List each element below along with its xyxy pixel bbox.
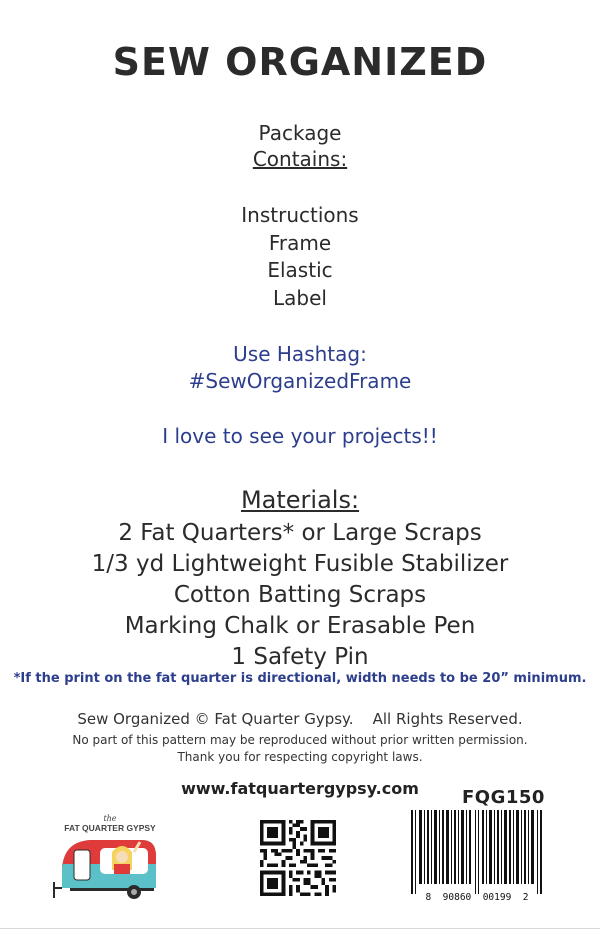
list-item: Instructions <box>241 203 359 227</box>
contains-label <box>0 146 600 172</box>
fat-quarter-note: *If the print on the fat quarter is directional, width needs to be 20” minimum. <box>13 671 587 686</box>
copyright-thanks: Thank you for respecting copyright laws. <box>177 750 423 764</box>
product-sku: FQG150 <box>462 787 545 808</box>
list-item: Cotton Batting Scraps <box>173 582 427 608</box>
list-item: Elastic <box>267 258 333 282</box>
list-item: Label <box>273 285 327 310</box>
logo-small-text: the <box>103 814 117 823</box>
materials-list <box>0 518 600 673</box>
fat-quarter-gypsy-logo <box>50 812 170 912</box>
list-item: 1 Safety Pin <box>231 644 369 670</box>
contains-text: Contains: <box>252 147 348 171</box>
website-link[interactable]: www.fatquartergypsy.com <box>181 779 419 798</box>
copyright-details <box>0 732 600 766</box>
hashtag-text: #SewOrganizedFrame <box>188 369 412 393</box>
projects-message: I love to see your projects!! <box>162 424 438 448</box>
list-item: 1/3 yd Lightweight Fusible Stabilizer <box>91 551 509 577</box>
logo-brand-text: FAT QUARTER GYPSY <box>64 823 156 833</box>
copyright-permission: No part of this pattern may be reproduced without prior written permission. <box>72 733 528 747</box>
qr-code-icon <box>260 820 336 896</box>
list-item: 2 Fat Quarters* or Large Scraps <box>118 520 482 546</box>
copyright-line: Sew Organized © Fat Quarter Gypsy. All Rights Reserved. <box>77 710 523 728</box>
list-item: Frame <box>268 230 332 255</box>
package-contents-list <box>0 202 600 312</box>
page-title: SEW ORGANIZED <box>112 40 488 84</box>
hashtag-block <box>0 341 600 395</box>
bottom-divider <box>0 928 600 929</box>
barcode-number: 8 90860 00199 2 <box>425 892 529 903</box>
list-item: Marking Chalk or Erasable Pen <box>124 613 476 639</box>
package-line: Package <box>258 121 342 145</box>
hashtag-label: Use Hashtag: <box>233 342 367 366</box>
camper-logo-icon <box>50 812 170 912</box>
package-heading <box>0 120 600 172</box>
materials-heading: Materials: <box>240 486 360 514</box>
barcode-icon <box>405 810 550 904</box>
